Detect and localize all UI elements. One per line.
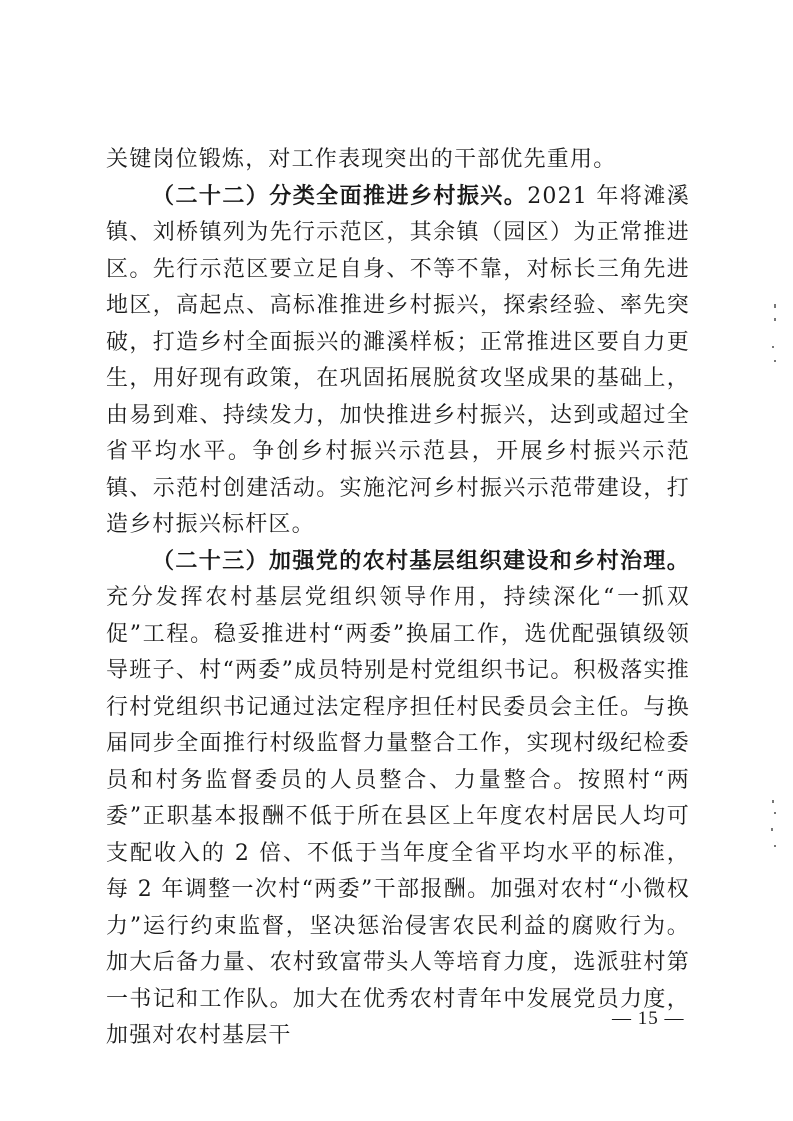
paragraph-party-organization xyxy=(106,544,690,1055)
paragraph-text: 2021 年将滩溪镇、刘桥镇列为先行示范区，其余镇（园区）为正常推进区。先行示范区要立足自身、不等不靠，对标长三角先进地区，高起点、高标准推进乡村振兴，探索经验、率先突破，打造乡村全面振兴的濉溪样板；正常推进区要自力更生，用好现有政策，在巩固拓展脱贫攻坚成果的基础上，由易到难、持续发力，加快推进乡村振兴，达到或超过全省平均水平。争创乡村振兴示范县，开展乡村振兴示范镇、示范村创建活动。实施沱河乡村振兴示范带建设，打造乡村振兴标杆区。 xyxy=(106,183,690,537)
scan-speck xyxy=(774,304,776,308)
scan-speck xyxy=(771,828,773,831)
section-heading: （二十三）加强党的农村基层组织建设和乡村治理。 xyxy=(152,548,690,574)
paragraph-text: 关键岗位锻炼，对工作表现突出的干部优先重用。 xyxy=(106,147,617,172)
scan-speck xyxy=(774,360,776,362)
page-number: — 15 — xyxy=(612,1008,685,1029)
paragraph-rural-revitalization xyxy=(106,179,690,544)
paragraph-continuation xyxy=(106,142,690,179)
scan-speck xyxy=(772,800,774,803)
scan-speck xyxy=(774,845,776,847)
scan-speck xyxy=(774,812,776,814)
document-body xyxy=(106,142,690,1055)
paragraph-text: 充分发挥农村基层党组织领导作用，持续深化“一抓双促”工程。稳妥推进村“两委”换届工作，选优配强镇级领导班子、村“两委”成员特别是村党组织书记。积极落实推行村党组织书记通过法定程序担任村民委员会主任。与换届同步全面推行村级监督力量整合工作，实现村级纪检委员和村务监督委员的人员整合、力量整合。按照村“两委”正职基本报酬不低于所在县区上年度农村居民人均可支配收入的 2 倍、不低于当年度全省平均水平的标准，每 2 年调整一次村“两委”干部报酬。加强对农村“小微权力”运行约束监督，坚决惩治侵害农民利益的腐败行为。加大后备力量、农村致富带头人等培育力度，选派驻村第一书记和工作队。加大在优秀农村青年中发展党员力度，加强对农村基层干 xyxy=(106,585,690,1048)
scan-speck xyxy=(772,346,774,348)
scan-speck xyxy=(774,318,776,321)
section-heading: （二十二）分类全面推进乡村振兴。 xyxy=(152,183,528,209)
